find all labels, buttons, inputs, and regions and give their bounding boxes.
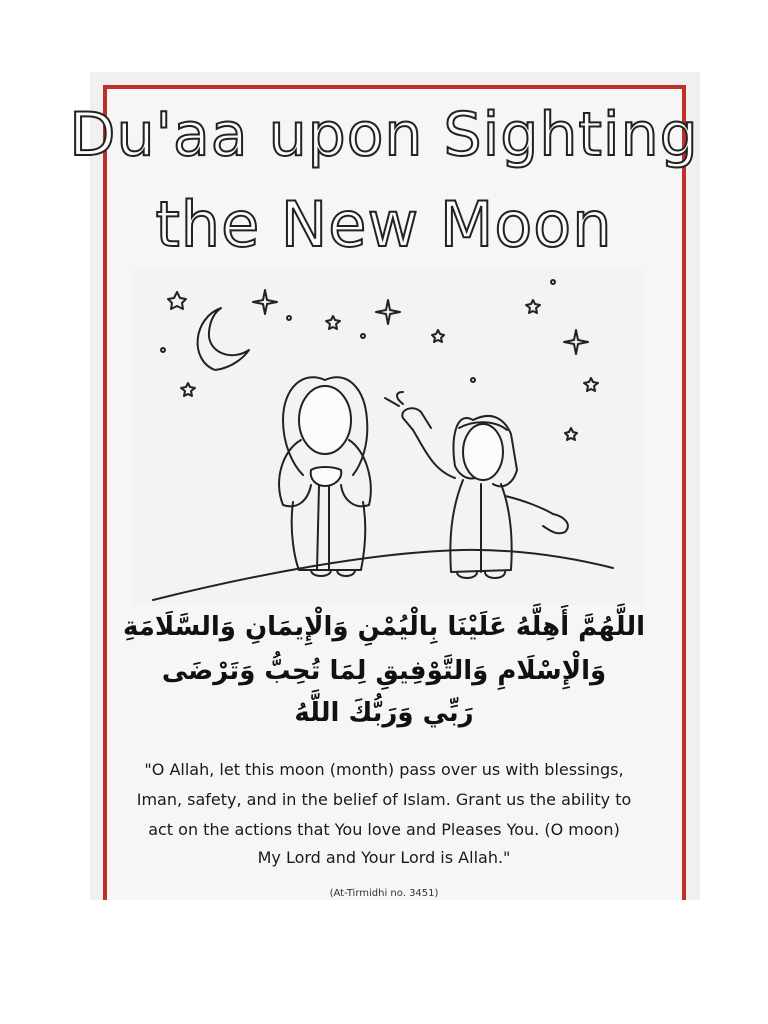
title-line-2: the New Moon (155, 188, 613, 261)
translation-line-1: "O Allah, let this moon (month) pass over us with blessings, (144, 760, 624, 779)
sparkle-icon (376, 300, 400, 324)
illustration (133, 270, 645, 605)
hadith-reference: (At-Tirmidhi no. 3451) (329, 888, 439, 899)
figure-elder (279, 377, 371, 576)
crescent-moon-icon (198, 308, 249, 370)
star-icon (432, 330, 444, 342)
title-line-1: Du'aa upon Sighting (69, 100, 699, 170)
translation-line-4: My Lord and Your Lord is Allah." (257, 848, 511, 867)
illustration-drawing (133, 270, 645, 605)
star-icon (181, 383, 195, 396)
star-icon (584, 378, 598, 391)
star-icon (526, 300, 540, 313)
translation-line-2: Iman, safety, and in the belief of Islam. Grant us the ability to (136, 790, 632, 809)
arabic-dua-line-3: رَبِّي وَرَبُّكَ اللَّهُ (294, 698, 474, 728)
arabic-dua-line-1: اللَّهُمَّ أَهِلَّهُ عَلَيْنَا بِالْيُمْنِ وَالْإِيمَانِ وَالسَّلَامَةِ (123, 612, 645, 642)
sparkle-icon (253, 290, 277, 314)
star-icon (168, 292, 186, 309)
star-icon (326, 316, 340, 329)
translation-line-3: act on the actions that You love and Pleases You. (O moon) (148, 820, 620, 839)
sparkle-icon (564, 330, 588, 354)
hill (153, 550, 613, 600)
arabic-dua-line-2: وَالْإِسْلَامِ وَالتَّوْفِيقِ لِمَا تُحِبُّ وَتَرْضَى (161, 656, 607, 686)
star-icon (565, 428, 577, 440)
